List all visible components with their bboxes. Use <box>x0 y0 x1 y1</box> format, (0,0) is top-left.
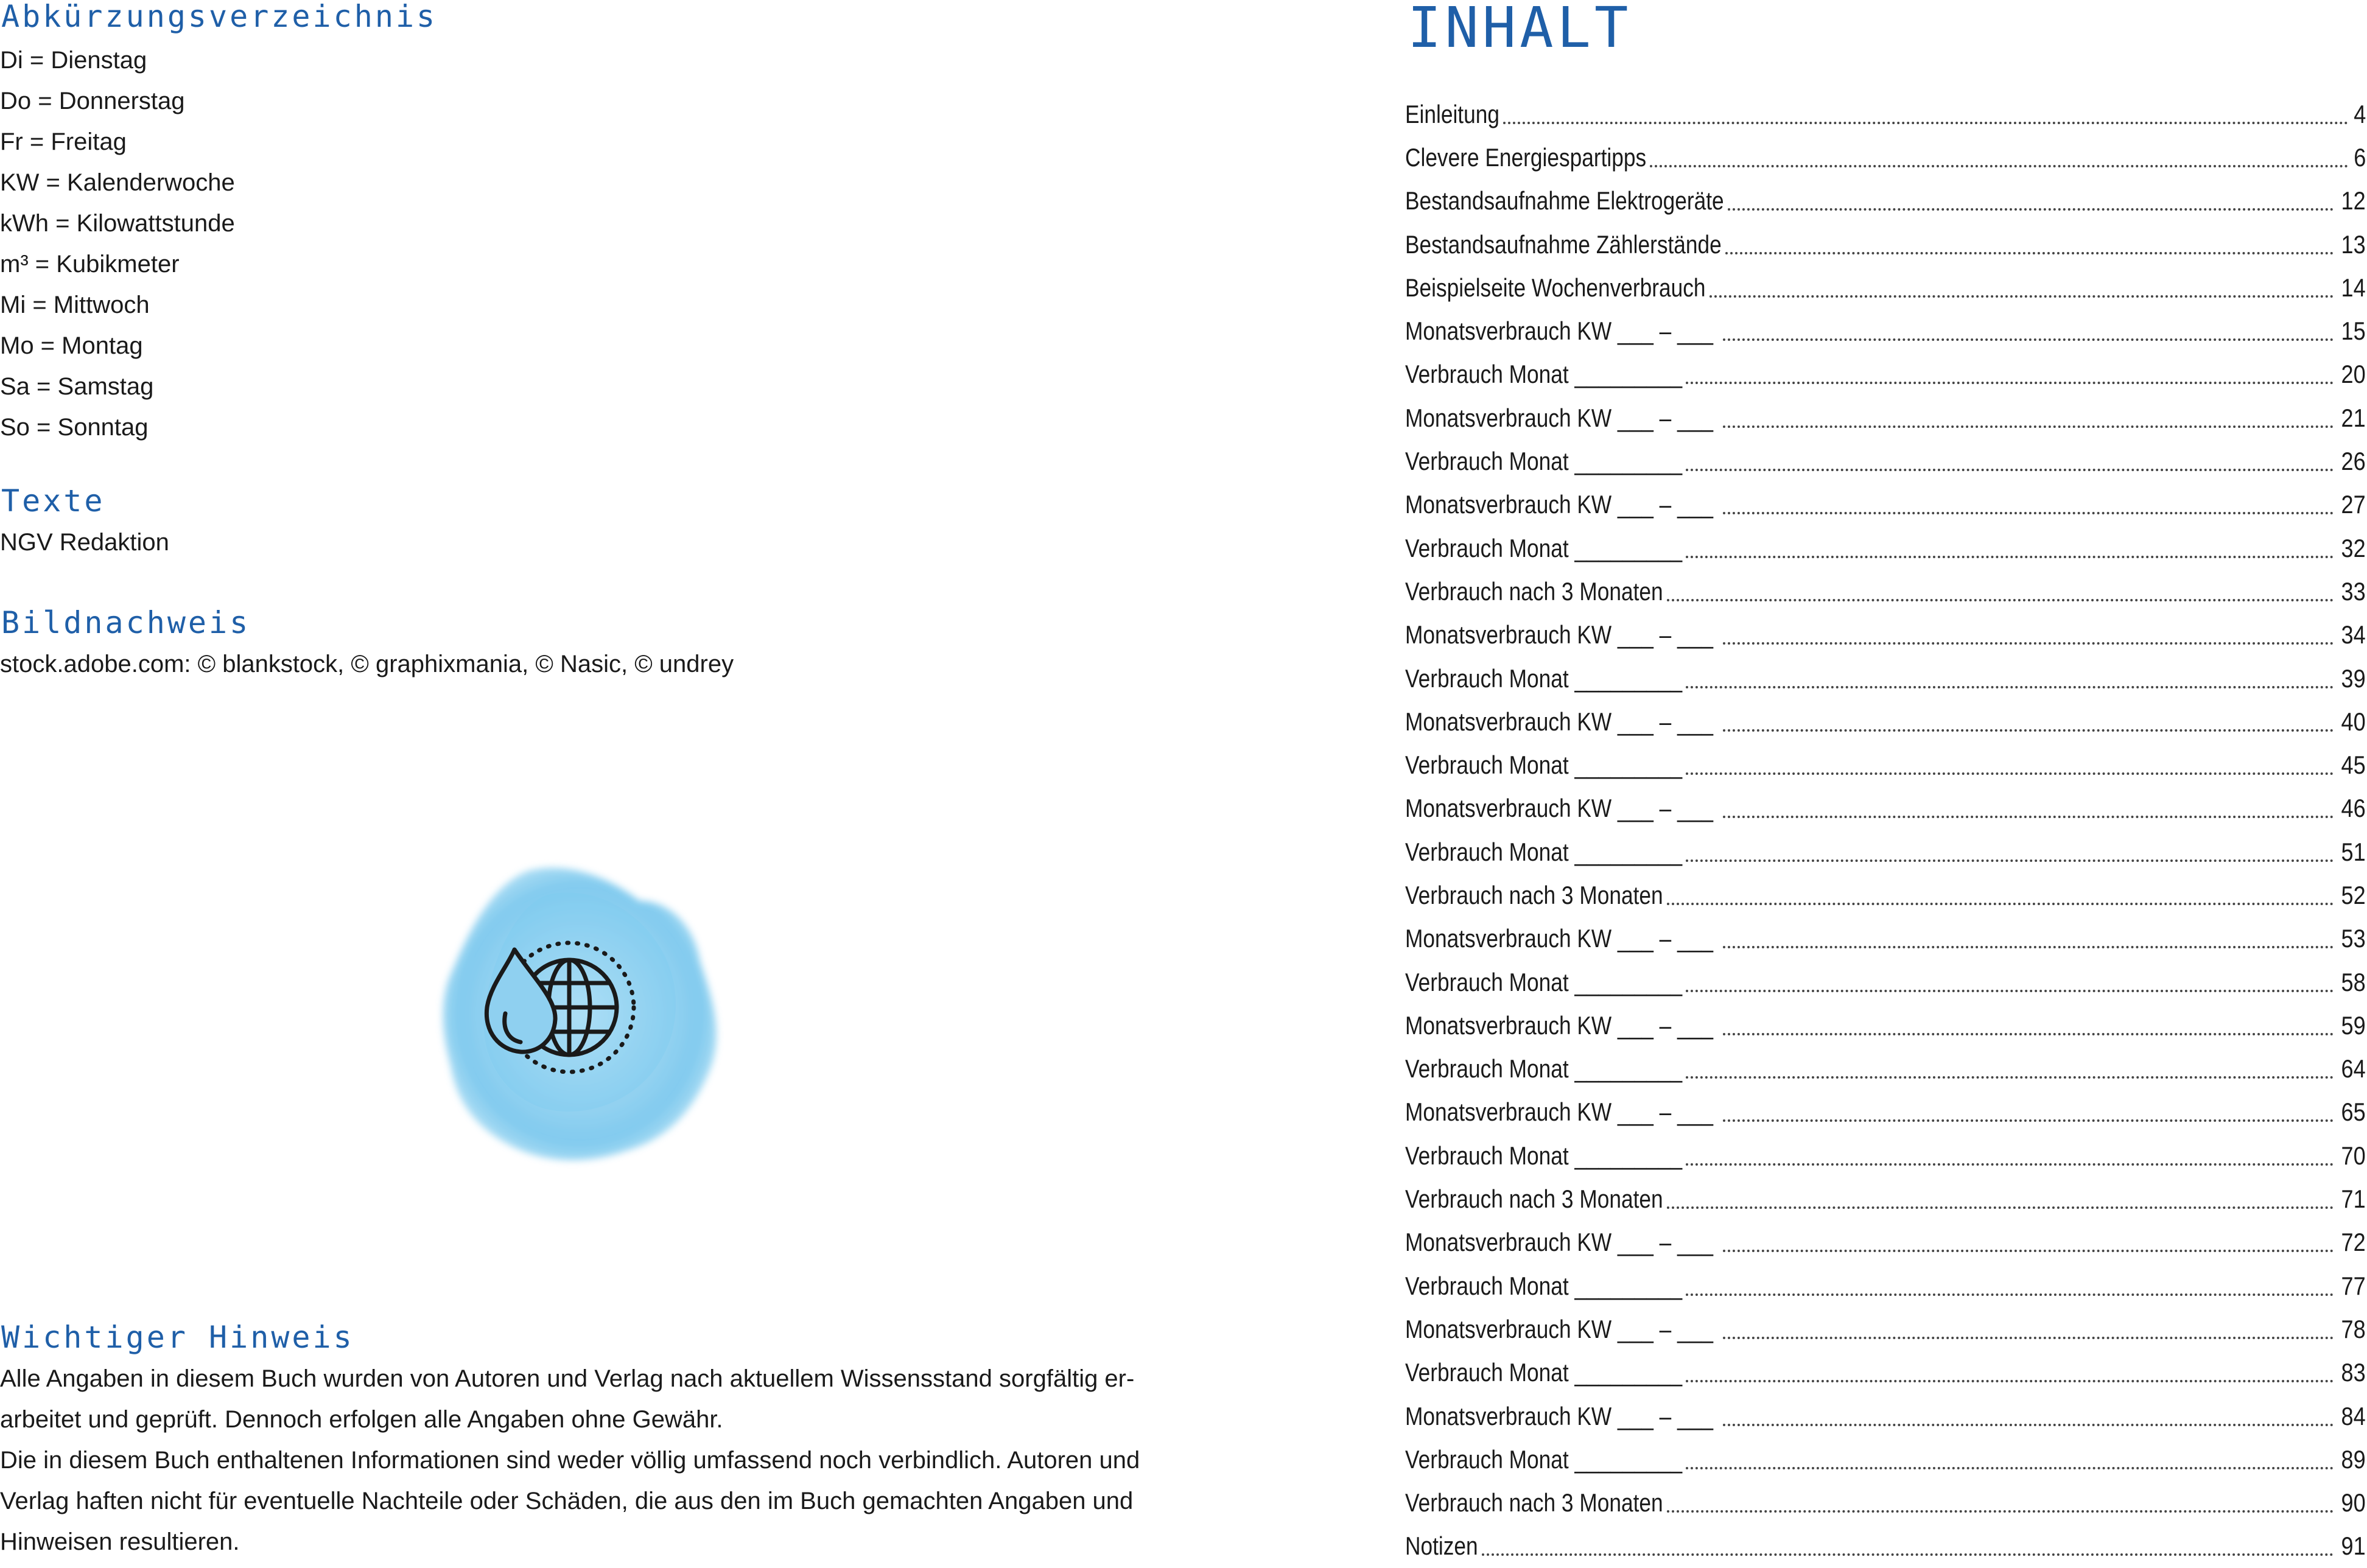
list-item: kWh = Kilowattstunde <box>0 210 235 237</box>
toc-page-number: 58 <box>2341 967 2366 996</box>
list-item: Mo = Montag <box>0 332 143 359</box>
toc-entry-label-wrap <box>1405 534 1682 563</box>
toc-leader-dots <box>1723 338 2334 341</box>
toc-entry-label-wrap <box>1405 1054 1682 1083</box>
toc-entry[interactable] <box>1405 136 2366 179</box>
toc-leader-dots <box>1686 686 2334 688</box>
toc-leader-dots <box>1686 382 2334 384</box>
toc-entry-label: Verbrauch Monat _________ <box>1405 1141 1683 1170</box>
toc-entry[interactable] <box>1405 1482 2366 1525</box>
toc-entry-label: Bestandsaufnahme Elektrogeräte <box>1405 186 1724 215</box>
toc-leader-dots <box>1723 729 2334 732</box>
toc-page-number: 77 <box>2341 1271 2366 1300</box>
toc-leader-dots <box>1723 512 2334 514</box>
toc-page-number: 89 <box>2341 1444 2366 1474</box>
toc-entry[interactable] <box>1405 266 2366 309</box>
abbreviation-list <box>0 40 235 448</box>
toc-entry-label: Verbrauch Monat _________ <box>1405 447 1683 476</box>
toc-entry[interactable] <box>1405 614 2366 657</box>
toc-page-number: 78 <box>2341 1314 2366 1343</box>
toc-leader-dots <box>1723 1337 2334 1339</box>
toc-entry[interactable] <box>1405 830 2366 873</box>
toc-entry-label: Clevere Energiespartipps <box>1405 142 1647 172</box>
notice-line: Verlag haften nicht für eventuelle Nachteile oder Schäden, die aus den im Buch gemachten Angaben und <box>0 1488 1134 1514</box>
toc-entry-label-wrap <box>1405 1315 1719 1344</box>
toc-entry-label-wrap <box>1405 577 1663 606</box>
list-item: m³ = Kubikmeter <box>0 251 180 278</box>
toc-leader-dots <box>1723 1424 2334 1426</box>
toc-leader-dots <box>1686 990 2334 992</box>
toc-entry-label: Notizen <box>1405 1531 1478 1561</box>
toc-entry[interactable] <box>1405 1004 2366 1047</box>
toc-entry-label: Verbrauch nach 3 Monaten <box>1405 1185 1663 1214</box>
toc-entry-label: Monatsverbrauch KW ___ – ___ <box>1405 1228 1719 1257</box>
toc-page-number: 14 <box>2341 273 2366 302</box>
toc-page-number: 59 <box>2341 1010 2366 1040</box>
toc-entry[interactable] <box>1405 353 2366 396</box>
toc-entry-label-wrap <box>1405 143 1646 172</box>
toc-entry-label: Verbrauch Monat _________ <box>1405 533 1683 562</box>
toc-entry-label: Verbrauch nach 3 Monaten <box>1405 880 1663 909</box>
texts-value: NGV Redaktion <box>0 529 169 556</box>
toc-leader-dots <box>1725 252 2334 254</box>
list-item: So = Sonntag <box>0 414 149 441</box>
notice-line: Alle Angaben in diesem Buch wurden von Autoren und Verlag nach aktuellem Wissensstand sorgfältig er- <box>0 1365 1135 1392</box>
toc-entry[interactable] <box>1405 961 2366 1004</box>
list-item: Fr = Freitag <box>0 128 127 155</box>
toc-entry[interactable] <box>1405 1048 2366 1091</box>
toc-leader-dots <box>1686 772 2334 775</box>
toc-entry-label-wrap <box>1405 1488 1663 1517</box>
toc-entry[interactable] <box>1405 223 2366 266</box>
toc-leader-dots <box>1667 903 2334 905</box>
toc-leader-dots <box>1723 1250 2334 1252</box>
toc-entry[interactable] <box>1405 439 2366 483</box>
toc-entry-label: Verbrauch Monat _________ <box>1405 837 1683 866</box>
toc-entry-label: Monatsverbrauch KW ___ – ___ <box>1405 1401 1719 1430</box>
toc-page-number: 12 <box>2341 186 2366 215</box>
toc-page-number: 53 <box>2341 924 2366 953</box>
toc-page-number: 70 <box>2341 1141 2366 1170</box>
toc-page-number: 34 <box>2341 620 2366 649</box>
toc-entry[interactable] <box>1405 1177 2366 1220</box>
toc-page-number: 71 <box>2341 1185 2366 1214</box>
toc-entry[interactable] <box>1405 1351 2366 1395</box>
toc-leader-dots <box>1723 816 2334 818</box>
toc-entry-label-wrap <box>1405 273 1706 303</box>
toc-leader-dots <box>1723 425 2334 428</box>
toc-page-number: 4 <box>2353 99 2366 128</box>
toc-page-number: 13 <box>2341 229 2366 259</box>
notice-line: Die in diesem Buch enthaltenen Informationen sind weder völlig umfassend noch verbindlich. Autoren und <box>0 1447 1140 1474</box>
list-item: Sa = Samstag <box>0 373 154 400</box>
toc-entry-label: Verbrauch nach 3 Monaten <box>1405 1488 1663 1517</box>
toc-entry-label-wrap <box>1405 404 1719 433</box>
toc-entry-label-wrap <box>1405 490 1719 519</box>
table-of-contents <box>1405 93 2366 1568</box>
right-page <box>1405 0 2366 1561</box>
toc-entry[interactable] <box>1405 917 2366 961</box>
toc-entry-label: Monatsverbrauch KW ___ – ___ <box>1405 794 1719 823</box>
toc-entry-label-wrap <box>1405 1011 1719 1040</box>
toc-page-number: 51 <box>2341 837 2366 866</box>
credits-value: stock.adobe.com: © blankstock, © graphixmania, © Nasic, © undrey <box>0 651 734 677</box>
toc-entry[interactable] <box>1405 93 2366 136</box>
toc-page-number: 65 <box>2341 1097 2366 1127</box>
toc-page-number: 84 <box>2341 1401 2366 1430</box>
toc-entry[interactable] <box>1405 657 2366 700</box>
toc-entry-label-wrap <box>1405 924 1719 953</box>
toc-leader-dots <box>1503 122 2348 124</box>
toc-entry[interactable] <box>1405 180 2366 223</box>
toc-entry[interactable] <box>1405 1134 2366 1177</box>
notice-line: Hinweisen resultieren. <box>0 1528 240 1555</box>
toc-entry-label-wrap <box>1405 1272 1682 1301</box>
toc-entry-label-wrap <box>1405 317 1719 346</box>
toc-entry[interactable] <box>1405 1525 2366 1568</box>
toc-page-number: 32 <box>2341 533 2366 562</box>
toc-page-number: 6 <box>2353 142 2366 172</box>
toc-page-number: 52 <box>2341 880 2366 909</box>
toc-page-number: 83 <box>2341 1358 2366 1387</box>
page-title: INHALT <box>1408 0 1632 60</box>
toc-entry-label-wrap <box>1405 881 1663 910</box>
toc-entry-label: Monatsverbrauch KW ___ – ___ <box>1405 620 1719 649</box>
toc-page-number: 64 <box>2341 1054 2366 1083</box>
toc-leader-dots <box>1667 1206 2334 1209</box>
toc-entry-label: Verbrauch Monat _________ <box>1405 1444 1683 1474</box>
toc-entry-label-wrap <box>1405 794 1719 823</box>
toc-leader-dots <box>1728 208 2334 211</box>
toc-entry-label-wrap <box>1405 1402 1719 1431</box>
toc-entry-label: Bestandsaufnahme Zählerstände <box>1405 229 1722 259</box>
toc-entry-label: Monatsverbrauch KW ___ – ___ <box>1405 707 1719 736</box>
toc-entry[interactable] <box>1405 1221 2366 1264</box>
toc-leader-dots <box>1686 1293 2334 1296</box>
toc-entry-label-wrap <box>1405 230 1722 259</box>
toc-entry-label: Monatsverbrauch KW ___ – ___ <box>1405 1097 1719 1127</box>
toc-entry-label: Verbrauch Monat _________ <box>1405 1358 1683 1387</box>
toc-entry-label: Verbrauch Monat _________ <box>1405 663 1683 693</box>
toc-entry-label: Verbrauch nach 3 Monaten <box>1405 576 1663 606</box>
toc-page-number: 46 <box>2341 794 2366 823</box>
toc-page-number: 26 <box>2341 447 2366 476</box>
toc-entry-label-wrap <box>1405 1531 1478 1561</box>
toc-entry-label-wrap <box>1405 968 1682 997</box>
toc-entry[interactable] <box>1405 1438 2366 1481</box>
toc-entry-label: Verbrauch Monat _________ <box>1405 1054 1683 1083</box>
toc-leader-dots <box>1710 295 2334 298</box>
toc-entry[interactable] <box>1405 396 2366 439</box>
toc-entry[interactable] <box>1405 700 2366 743</box>
toc-entry-label: Einleitung <box>1405 99 1499 128</box>
toc-leader-dots <box>1686 1076 2334 1079</box>
toc-leader-dots <box>1686 556 2334 558</box>
toc-entry[interactable] <box>1405 787 2366 830</box>
toc-leader-dots <box>1686 1380 2334 1382</box>
toc-entry[interactable] <box>1405 743 2366 786</box>
list-item: Mi = Mittwoch <box>0 292 150 318</box>
toc-entry[interactable] <box>1405 1264 2366 1307</box>
toc-leader-dots <box>1723 1033 2334 1035</box>
toc-entry-label: Monatsverbrauch KW ___ – ___ <box>1405 924 1719 953</box>
toc-page-number: 45 <box>2341 751 2366 780</box>
toc-page-number: 39 <box>2341 663 2366 693</box>
toc-entry-label-wrap <box>1405 1141 1682 1171</box>
toc-entry[interactable] <box>1405 309 2366 352</box>
toc-entry[interactable] <box>1405 873 2366 917</box>
toc-entry-label-wrap <box>1405 360 1682 389</box>
toc-entry-label-wrap <box>1405 186 1724 215</box>
toc-leader-dots <box>1723 642 2334 645</box>
toc-leader-dots <box>1686 1163 2334 1166</box>
toc-page-number: 72 <box>2341 1228 2366 1257</box>
toc-leader-dots <box>1686 859 2334 862</box>
toc-entry-label: Verbrauch Monat _________ <box>1405 360 1683 389</box>
credits-heading: Bildnachweis <box>1 605 251 640</box>
toc-leader-dots <box>1667 1510 2334 1513</box>
toc-entry-label-wrap <box>1405 1097 1719 1127</box>
left-page <box>0 0 1140 1555</box>
toc-entry[interactable] <box>1405 527 2366 570</box>
toc-page-number: 33 <box>2341 576 2366 606</box>
toc-entry-label-wrap <box>1405 664 1682 693</box>
toc-leader-dots <box>1723 946 2334 948</box>
toc-page-number: 40 <box>2341 707 2366 736</box>
notice-text <box>0 1359 1140 1563</box>
toc-leader-dots <box>1650 165 2348 167</box>
toc-entry[interactable] <box>1405 483 2366 527</box>
toc-leader-dots <box>1686 1467 2334 1469</box>
list-item: Di = Dienstag <box>0 47 147 74</box>
toc-entry-label-wrap <box>1405 1228 1719 1257</box>
toc-entry-label: Monatsverbrauch KW ___ – ___ <box>1405 1010 1719 1040</box>
toc-entry-label: Monatsverbrauch KW ___ – ___ <box>1405 317 1719 346</box>
toc-page-number: 21 <box>2341 403 2366 432</box>
notice-heading: Wichtiger Hinweis <box>1 1320 354 1355</box>
list-item: Do = Donnerstag <box>0 88 185 114</box>
toc-page-number: 20 <box>2341 360 2366 389</box>
notice-line: arbeitet und geprüft. Dennoch erfolgen alle Angaben ohne Gewähr. <box>0 1406 723 1433</box>
toc-page-number: 91 <box>2341 1531 2366 1561</box>
toc-entry-label-wrap <box>1405 707 1719 737</box>
toc-entry-label: Monatsverbrauch KW ___ – ___ <box>1405 490 1719 519</box>
toc-entry-label: Monatsverbrauch KW ___ – ___ <box>1405 403 1719 432</box>
abbreviations-heading: Abkürzungsverzeichnis <box>1 0 438 34</box>
toc-page-number: 90 <box>2341 1488 2366 1517</box>
list-item: KW = Kalenderwoche <box>0 169 235 196</box>
toc-entry-label-wrap <box>1405 751 1682 780</box>
toc-entry[interactable] <box>1405 1307 2366 1351</box>
toc-entry-label-wrap <box>1405 447 1682 476</box>
toc-entry-label: Beispielseite Wochenverbrauch <box>1405 273 1706 302</box>
toc-leader-dots <box>1686 469 2334 471</box>
toc-entry[interactable] <box>1405 1395 2366 1438</box>
toc-entry-label-wrap <box>1405 1358 1682 1387</box>
toc-leader-dots <box>1482 1553 2334 1556</box>
toc-entry[interactable] <box>1405 570 2366 613</box>
water-drop-globe-icon <box>408 858 749 1175</box>
toc-entry-label: Verbrauch Monat _________ <box>1405 967 1683 996</box>
texts-heading: Texte <box>1 483 105 519</box>
toc-leader-dots <box>1667 599 2334 601</box>
toc-entry-label-wrap <box>1405 100 1499 129</box>
toc-page-number: 27 <box>2341 490 2366 519</box>
toc-page-number: 15 <box>2341 317 2366 346</box>
toc-entry-label-wrap <box>1405 838 1682 867</box>
toc-leader-dots <box>1723 1119 2334 1122</box>
toc-entry-label: Monatsverbrauch KW ___ – ___ <box>1405 1314 1719 1343</box>
toc-entry[interactable] <box>1405 1091 2366 1134</box>
toc-entry-label-wrap <box>1405 1185 1663 1214</box>
toc-entry-label-wrap <box>1405 620 1719 649</box>
toc-entry-label-wrap <box>1405 1445 1682 1474</box>
toc-entry-label: Verbrauch Monat _________ <box>1405 751 1683 780</box>
toc-entry-label: Verbrauch Monat _________ <box>1405 1271 1683 1300</box>
